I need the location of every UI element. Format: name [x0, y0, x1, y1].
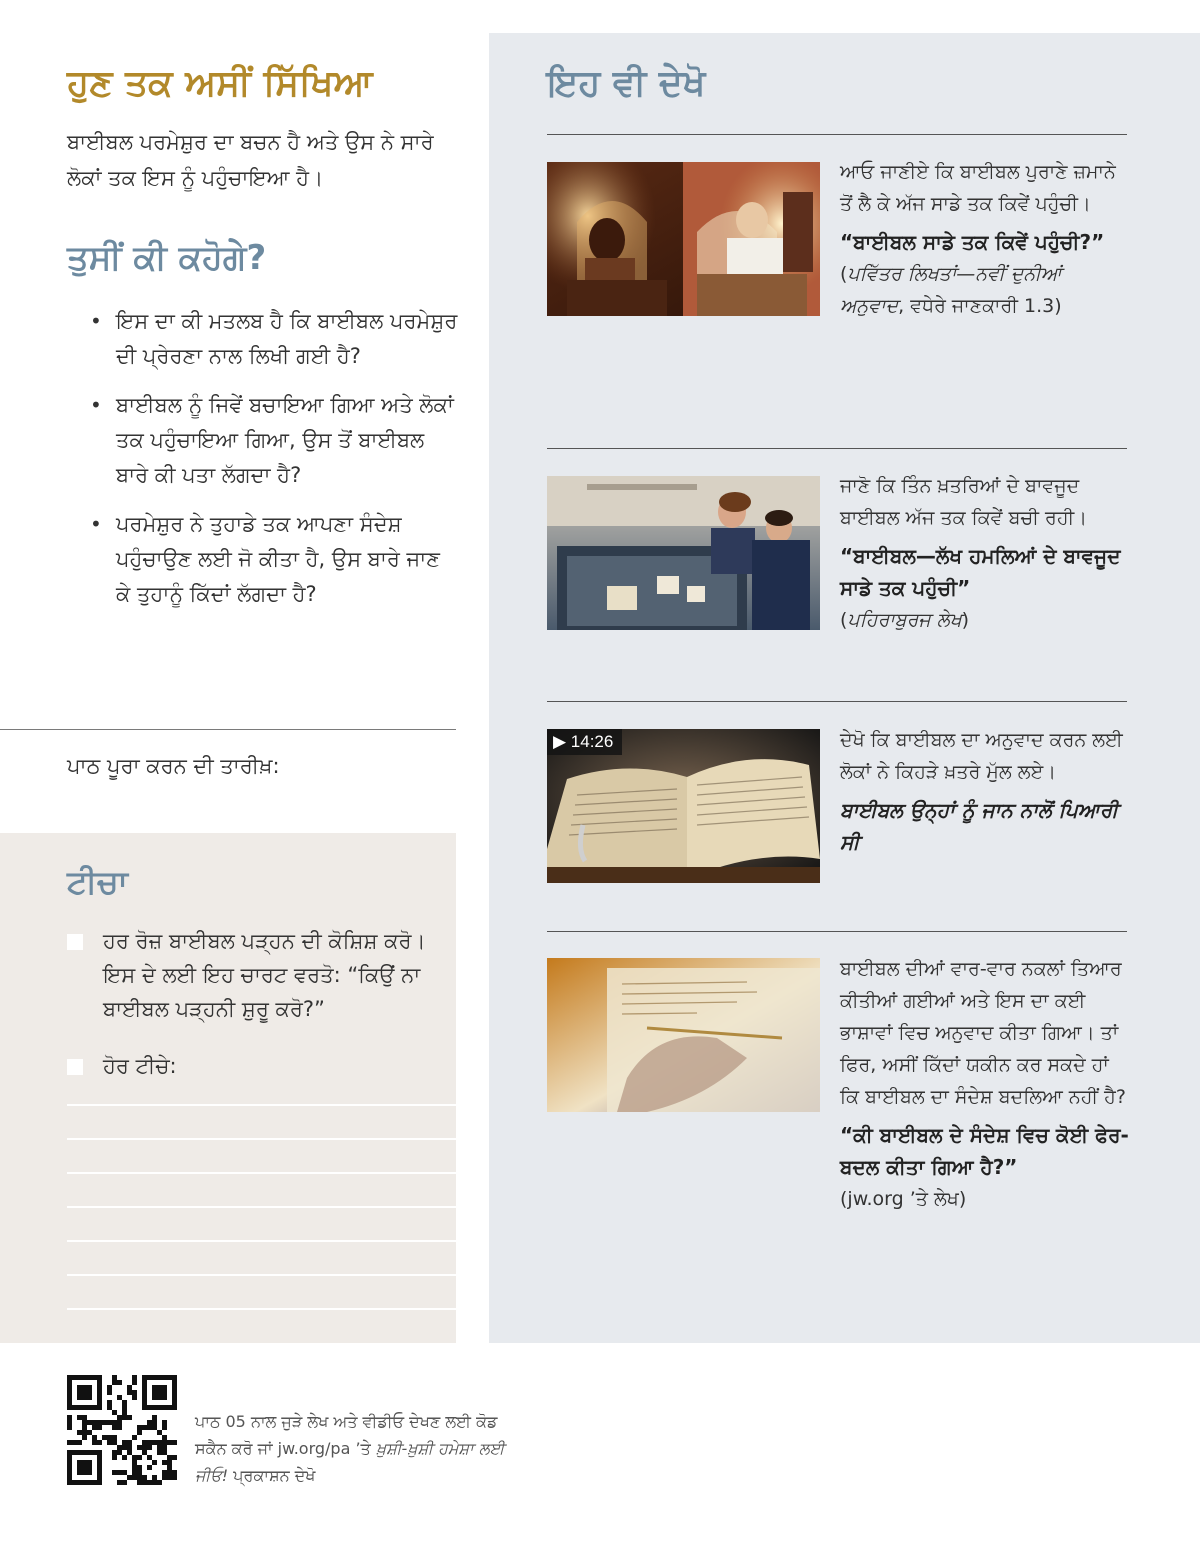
write-line[interactable] — [67, 1138, 456, 1140]
card-title-link[interactable]: “ਬਾਈਬਲ—ਲੱਖ ਹਮਲਿਆਂ ਦੇ ਬਾਵਜੂਦ ਸਾਡੇ ਤਕ ਪਹੁੰਚੀ” — [840, 544, 1121, 600]
card-bible-translators: ਦੇਖੋ ਕਿ ਬਾਈਬਲ ਦਾ ਅਨੁਵਾਦ ਕਰਨ ਲਈ ਲੋਕਾਂ ਨੇ ਕਿਹੜੇ ਖ਼ਤਰੇ ਮੁੱਲ ਲਏ। ਬਾਈਬਲ ਉਨ੍ਹਾਂ ਨੂੰ ਜਾਨ ਨਾਲੋਂ ਪਿਆਰੀ ਸੀ — [840, 724, 1130, 858]
completion-date-label: ਪਾਠ ਪੂਰਾ ਕਰਨ ਦੀ ਤਾਰੀਖ਼: — [67, 754, 280, 778]
divider — [0, 729, 456, 730]
card-title-link[interactable]: “ਬਾਈਬਲ ਸਾਡੇ ਤਕ ਕਿਵੇਂ ਪਹੁੰਚੀ?” — [840, 230, 1105, 254]
footer-note: ਪਾਠ 05 ਨਾਲ ਜੁੜੇ ਲੇਖ ਅਤੇ ਵੀਡੀਓ ਦੇਖਣ ਲਈ ਕੋਡ ਸਕੈਨ ਕਰੋ ਜਾਂ jw.org/pa ’ਤੇ ਖ਼ੁਸ਼ੀ-ਖ਼ੁਸ਼ੀ ਹਮੇਸ਼ਾ ਲਈ ਜੀਓ! ਪ੍ਰਕਾਸ਼ਨ ਦੇਖੋ — [195, 1412, 505, 1485]
scribe-reader-image[interactable] — [547, 162, 820, 316]
bullet-icon: • — [90, 512, 102, 536]
question-item: • ਇਸ ਦਾ ਕੀ ਮਤਲਬ ਹੈ ਕਿ ਬਾਈਬਲ ਪਰਮੇਸ਼ੁਰ ਦੀ ਪ੍ਰੇਰਣਾ ਨਾਲ ਲਿਖੀ ਗਈ ਹੈ? — [90, 304, 460, 374]
manuscript-writing-image[interactable] — [547, 958, 820, 1112]
video-duration-badge: ▶ 14:26 — [547, 729, 622, 755]
divider — [547, 701, 1127, 702]
bullet-icon: • — [90, 309, 102, 333]
question-item: • ਪਰਮੇਸ਼ੁਰ ਨੇ ਤੁਹਾਡੇ ਤਕ ਆਪਣਾ ਸੰਦੇਸ਼ ਪਹੁੰਚਾਉਣ ਲਈ ਜੋ ਕੀਤਾ ਹੈ, ਉਸ ਬਾਰੇ ਜਾਣ ਕੇ ਤੁਹਾਨੂੰ ਕਿੱਦਾਂ ਲੱਗਦਾ ਹੈ? — [90, 507, 460, 612]
card-bible-changed: ਬਾਈਬਲ ਦੀਆਂ ਵਾਰ-ਵਾਰ ਨਕਲਾਂ ਤਿਆਰ ਕੀਤੀਆਂ ਗਈਆਂ ਅਤੇ ਇਸ ਦਾ ਕਈ ਭਾਸ਼ਾਵਾਂ ਵਿਚ ਅਨੁਵਾਦ ਕੀਤਾ ਗਿਆ। ਤਾਂ ਫਿਰ, ਅਸੀਂ ਕਿੱਦਾਂ ਯਕੀਨ ਕਰ ਸਕਦੇ ਹਾਂ ਕਿ ਬਾਈਬਲ ਦਾ ਸੰਦੇਸ਼ ਬਦਲਿਆ ਨਹੀਂ ਹੈ? “ਕੀ ਬਾਈਬਲ ਦੇ ਸੰਦੇਸ਼ ਵਿਚ ਕੋਈ ਫੇਰ-ਬਦਲ ਕੀਤਾ ਗਿਆ ਹੈ?” (jw.org ’ਤੇ ਲੇਖ) — [840, 953, 1130, 1215]
goal-box — [0, 833, 456, 1343]
write-line[interactable] — [67, 1206, 456, 1208]
write-line[interactable] — [67, 1172, 456, 1174]
card-source: (ਪਹਿਰਾਬੁਰਜ ਲੇਖ) — [840, 609, 970, 631]
write-line[interactable] — [67, 1240, 456, 1242]
learned-heading: ਹੁਣ ਤਕ ਅਸੀਂ ਸਿੱਖਿਆ — [67, 63, 373, 104]
card-source: (jw.org ’ਤੇ ਲੇਖ) — [840, 1188, 967, 1210]
see-also-heading: ਇਹ ਵੀ ਦੇਖੋ — [547, 63, 706, 104]
checkbox[interactable] — [67, 934, 83, 950]
write-line[interactable] — [67, 1274, 456, 1276]
museum-display-image[interactable] — [547, 476, 820, 630]
bullet-icon: • — [90, 393, 102, 417]
write-line[interactable] — [67, 1308, 456, 1310]
lesson-summary: ਬਾਈਬਲ ਪਰਮੇਸ਼ੁਰ ਦਾ ਬਚਨ ਹੈ ਅਤੇ ਉਸ ਨੇ ਸਾਰੇ ਲੋਕਾਂ ਤਕ ਇਸ ਨੂੰ ਪਹੁੰਚਾਇਆ ਹੈ। — [67, 130, 434, 190]
goal-heading: ਟੀਚਾ — [67, 863, 128, 901]
goal-item-other: ਹੋਰ ਟੀਚੇ: — [67, 1049, 447, 1083]
divider — [547, 134, 1127, 135]
card-bible-history: ਆਓ ਜਾਣੀਏ ਕਿ ਬਾਈਬਲ ਪੁਰਾਣੇ ਜ਼ਮਾਨੇ ਤੋਂ ਲੈ ਕੇ ਅੱਜ ਸਾਡੇ ਤਕ ਕਿਵੇਂ ਪਹੁੰਚੀ। “ਬਾਈਬਲ ਸਾਡੇ ਤਕ ਕਿਵੇਂ ਪਹੁੰਚੀ?” (ਪਵਿੱਤਰ ਲਿਖਤਾਂ—ਨਵੀਂ ਦੁਨੀਆਂ ਅਨੁਵਾਦ, ਵਧੇਰੇ ਜਾਣਕਾਰੀ 1.3) — [840, 156, 1130, 322]
card-bible-survived: ਜਾਣੋ ਕਿ ਤਿੰਨ ਖ਼ਤਰਿਆਂ ਦੇ ਬਾਵਜੂਦ ਬਾਈਬਲ ਅੱਜ ਤਕ ਕਿਵੇਂ ਬਚੀ ਰਹੀ। “ਬਾਈਬਲ—ਲੱਖ ਹਮਲਿਆਂ ਦੇ ਬਾਵਜੂਦ ਸਾਡੇ ਤਕ ਪਹੁੰਚੀ” (ਪਹਿਰਾਬੁਰਜ ਲੇਖ) — [840, 470, 1130, 636]
card-title-link[interactable]: ਬਾਈਬਲ ਉਨ੍ਹਾਂ ਨੂੰ ਜਾਨ ਨਾਲੋਂ ਪਿਆਰੀ ਸੀ — [840, 798, 1119, 854]
divider — [547, 448, 1127, 449]
question-item: • ਬਾਈਬਲ ਨੂੰ ਜਿਵੇਂ ਬਚਾਇਆ ਗਿਆ ਅਤੇ ਲੋਕਾਂ ਤਕ ਪਹੁੰਚਾਇਆ ਗਿਆ, ਉਸ ਤੋਂ ਬਾਈਬਲ ਬਾਰੇ ਕੀ ਪਤਾ ਲੱਗਦਾ ਹੈ? — [90, 388, 460, 493]
card-source: (ਪਵਿੱਤਰ ਲਿਖਤਾਂ—ਨਵੀਂ ਦੁਨੀਆਂ ਅਨੁਵਾਦ, ਵਧੇਰੇ ਜਾਣਕਾਰੀ 1.3) — [840, 263, 1062, 317]
divider — [547, 931, 1127, 932]
think-heading: ਤੁਸੀਂ ਕੀ ਕਹੋਗੇ? — [67, 238, 267, 278]
write-line[interactable] — [67, 1104, 456, 1106]
video-thumbnail[interactable] — [547, 729, 820, 883]
review-questions — [90, 304, 460, 626]
goal-item-reading: ਹਰ ਰੋਜ਼ ਬਾਈਬਲ ਪੜ੍ਹਨ ਦੀ ਕੋਸ਼ਿਸ਼ ਕਰੋ। ਇਸ ਦੇ ਲਈ ਇਹ ਚਾਰਟ ਵਰਤੋ: “ਕਿਉਂ ਨਾ ਬਾਈਬਲ ਪੜ੍ਹਨੀ ਸ਼ੁਰੂ ਕਰੋ?” — [67, 924, 447, 1026]
qr-code-icon[interactable] — [67, 1375, 177, 1485]
checkbox[interactable] — [67, 1059, 83, 1075]
card-title-link[interactable]: “ਕੀ ਬਾਈਬਲ ਦੇ ਸੰਦੇਸ਼ ਵਿਚ ਕੋਈ ਫੇਰ-ਬਦਲ ਕੀਤਾ ਗਿਆ ਹੈ?” — [840, 1123, 1129, 1179]
